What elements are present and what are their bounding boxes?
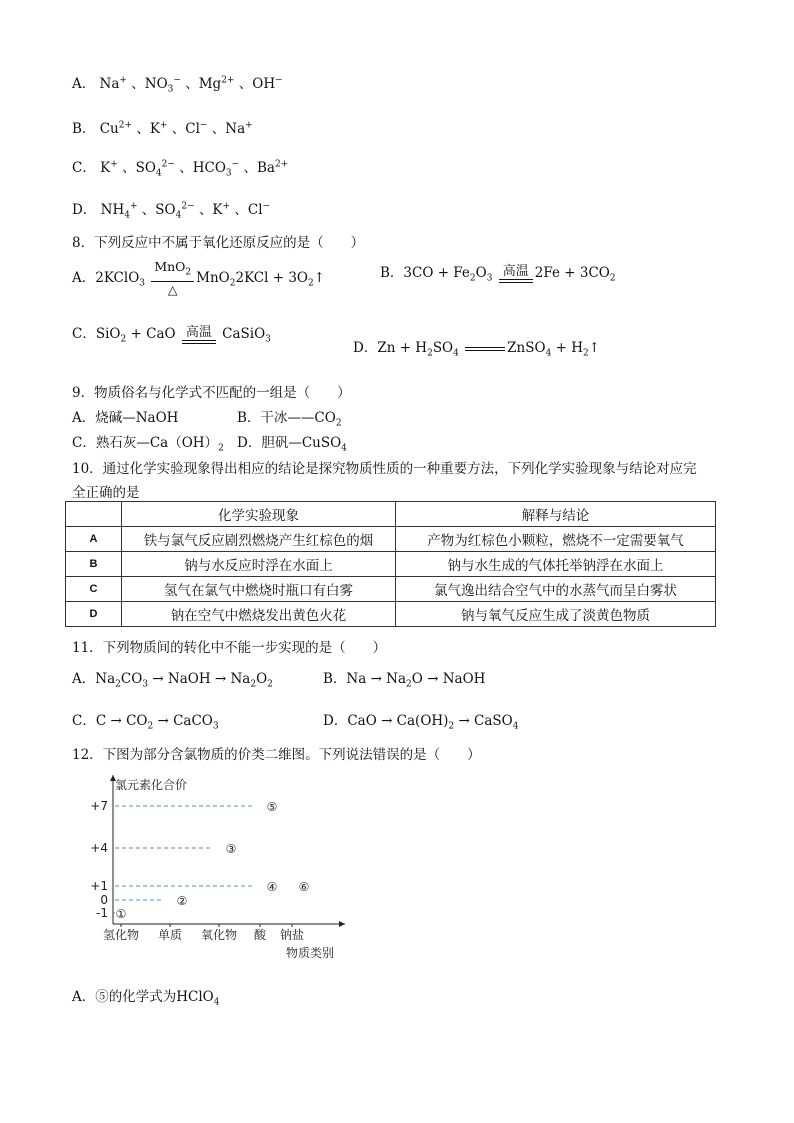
q7-option-a[interactable] (72, 72, 283, 95)
x-tick-label: 氢化物 (102, 928, 140, 942)
table-header-row (66, 502, 716, 527)
reaction-condition: 高温 (182, 325, 216, 344)
table-row[interactable] (66, 577, 716, 602)
x-axis-label: 物质类别 (286, 946, 335, 960)
y-tick-label: -1 (96, 906, 108, 920)
row-label: A (66, 527, 122, 552)
phenomenon-cell: 氢气在氯气中燃烧时瓶口有白雾 (122, 577, 396, 602)
reaction-condition: 高温 (499, 264, 533, 283)
data-point-⑤: ⑤ (266, 800, 278, 814)
q8-option-d[interactable]: D．$Zn + H_2SO_4$ ZnSO$_4$ + $H_2↑$ (353, 340, 601, 359)
option-letter: C． (72, 326, 96, 342)
conclusion-cell: 钠与水生成的气体托举钠浮在水面上 (396, 552, 716, 577)
q12-stem: 12．下图为部分含氯物质的价类二维图。下列说法错误的是（ ） (72, 747, 481, 763)
valence-class-chart (70, 765, 370, 965)
q12-option-a[interactable]: A．⑤的化学式为HClO$_4$ (72, 989, 220, 1008)
q10-stem-line2: 全正确的是 (72, 485, 140, 501)
q8-stem: 8．下列反应中不属于氧化还原反应的是（ ） (72, 235, 365, 251)
option-letter: A． (72, 269, 96, 286)
q11-option-b[interactable]: B．$Na \to Na_2O$ → NaOH (323, 671, 486, 690)
option-text: K+ 、$SO_4^{2-}$ 、$HCO_3^-$ 、$Ba^{2+}$ (100, 159, 289, 179)
conclusion-cell: 钠与氧气反应生成了淡黄色物质 (396, 602, 716, 627)
q11-stem: 11．下列物质间的转化中不能一步实现的是（ ） (72, 640, 387, 656)
x-tick-label: 钠盐 (279, 928, 305, 942)
option-letter: B． (72, 121, 96, 137)
table-header-cell: 解释与结论 (396, 502, 716, 527)
reaction-condition: $\frac{MnO_2}{\triangle}$ (151, 259, 194, 298)
row-label: B (66, 552, 122, 577)
data-point-②: ② (176, 894, 188, 908)
q7-option-b[interactable] (72, 117, 253, 137)
y-tick-label: 0 (100, 893, 108, 907)
reaction-equals (465, 347, 505, 351)
q8-option-b[interactable]: B．$3CO + Fe_2O_3$ 高温 $2Fe + 3CO_2$ (380, 264, 616, 284)
option-letter: D． (353, 340, 378, 356)
option-text: $Cu^{2+}$ 、K+ 、Cl− 、Na+ (99, 120, 253, 137)
y-tick-label: +1 (90, 879, 108, 893)
option-letter: A． (72, 76, 96, 92)
q7-option-d[interactable] (72, 198, 270, 221)
q11-option-c[interactable]: C．$C \to CO_2$ → CaCO$_3$ (72, 713, 219, 732)
y-tick-label: +4 (90, 841, 108, 855)
q10-stem-line1: 10．通过化学实验现象得出相应的结论是探究物质性质的一种重要方法，下列化学实验现象与结论对应完 (72, 461, 697, 477)
table-row[interactable] (66, 552, 716, 577)
q8-option-a[interactable]: A．2KClO$_3$ $\frac{MnO_2}{\triangle}$ $MnO_22KCl + 3O_2↑$ (72, 259, 326, 297)
y-tick-label: +7 (90, 799, 108, 813)
option-text: $NH_4^+$ 、$SO_4^{2-}$ 、K+ 、Cl− (100, 201, 271, 221)
option-letter: C． (72, 160, 96, 176)
q9-option-c[interactable]: C．熟石灰$—Ca(OH)_2$ (72, 435, 224, 454)
q9-option-a[interactable]: A．烧碱—NaOH (72, 410, 179, 426)
option-letter: B． (380, 265, 404, 281)
q11-option-d[interactable]: D．CaO → $Ca(OH)_2$ → CaSO$_4$ (323, 713, 519, 732)
row-label: C (66, 577, 122, 602)
data-point-④: ④ (266, 880, 278, 894)
table-row[interactable] (66, 527, 716, 552)
x-axis-arrow (339, 921, 345, 927)
conclusion-cell: 产物为红棕色小颗粒，燃烧不一定需要氧气 (396, 527, 716, 552)
table-header-cell: 化学实验现象 (122, 502, 396, 527)
q8-option-c[interactable]: C．SiO$_2$ + CaO 高温 CaSiO$_3$ (72, 325, 271, 345)
row-label: D (66, 602, 122, 627)
q7-option-c[interactable] (72, 156, 288, 179)
table-row[interactable] (66, 602, 716, 627)
phenomenon-cell: 钠在空气中燃烧发出黄色火花 (122, 602, 396, 627)
q11-option-a[interactable]: A．$Na_2CO_3$ → NaOH → $Na_2O_2$ (72, 671, 273, 690)
x-tick-label: 单质 (157, 928, 183, 942)
q9-stem: 9．物质俗名与化学式不匹配的一组是（ ） (72, 385, 351, 401)
conclusion-cell: 氯气逸出结合空气中的水蒸气而呈白雾状 (396, 577, 716, 602)
option-text: Na+ 、$NO_3^-$ 、$Mg^{2+}$ 、OH− (99, 75, 283, 95)
phenomenon-cell: 铁与氯气反应剧烈燃烧产生红棕色的烟 (122, 527, 396, 552)
data-point-①: ① (115, 907, 127, 921)
x-tick-label: 酸 (253, 928, 267, 942)
table-header-cell (66, 502, 122, 527)
data-point-⑥: ⑥ (298, 880, 310, 894)
phenomenon-cell: 钠与水反应时浮在水面上 (122, 552, 396, 577)
option-letter: D． (72, 202, 97, 218)
experiment-table (65, 501, 716, 627)
q9-option-b[interactable]: B．干冰$——CO_2$ (237, 410, 342, 429)
data-point-③: ③ (225, 842, 237, 856)
y-axis-label: 氯元素化合价 (115, 778, 188, 792)
x-tick-label: 氧化物 (200, 928, 238, 942)
q9-option-d[interactable]: D．胆矾—CuSO$_4$ (237, 435, 347, 454)
